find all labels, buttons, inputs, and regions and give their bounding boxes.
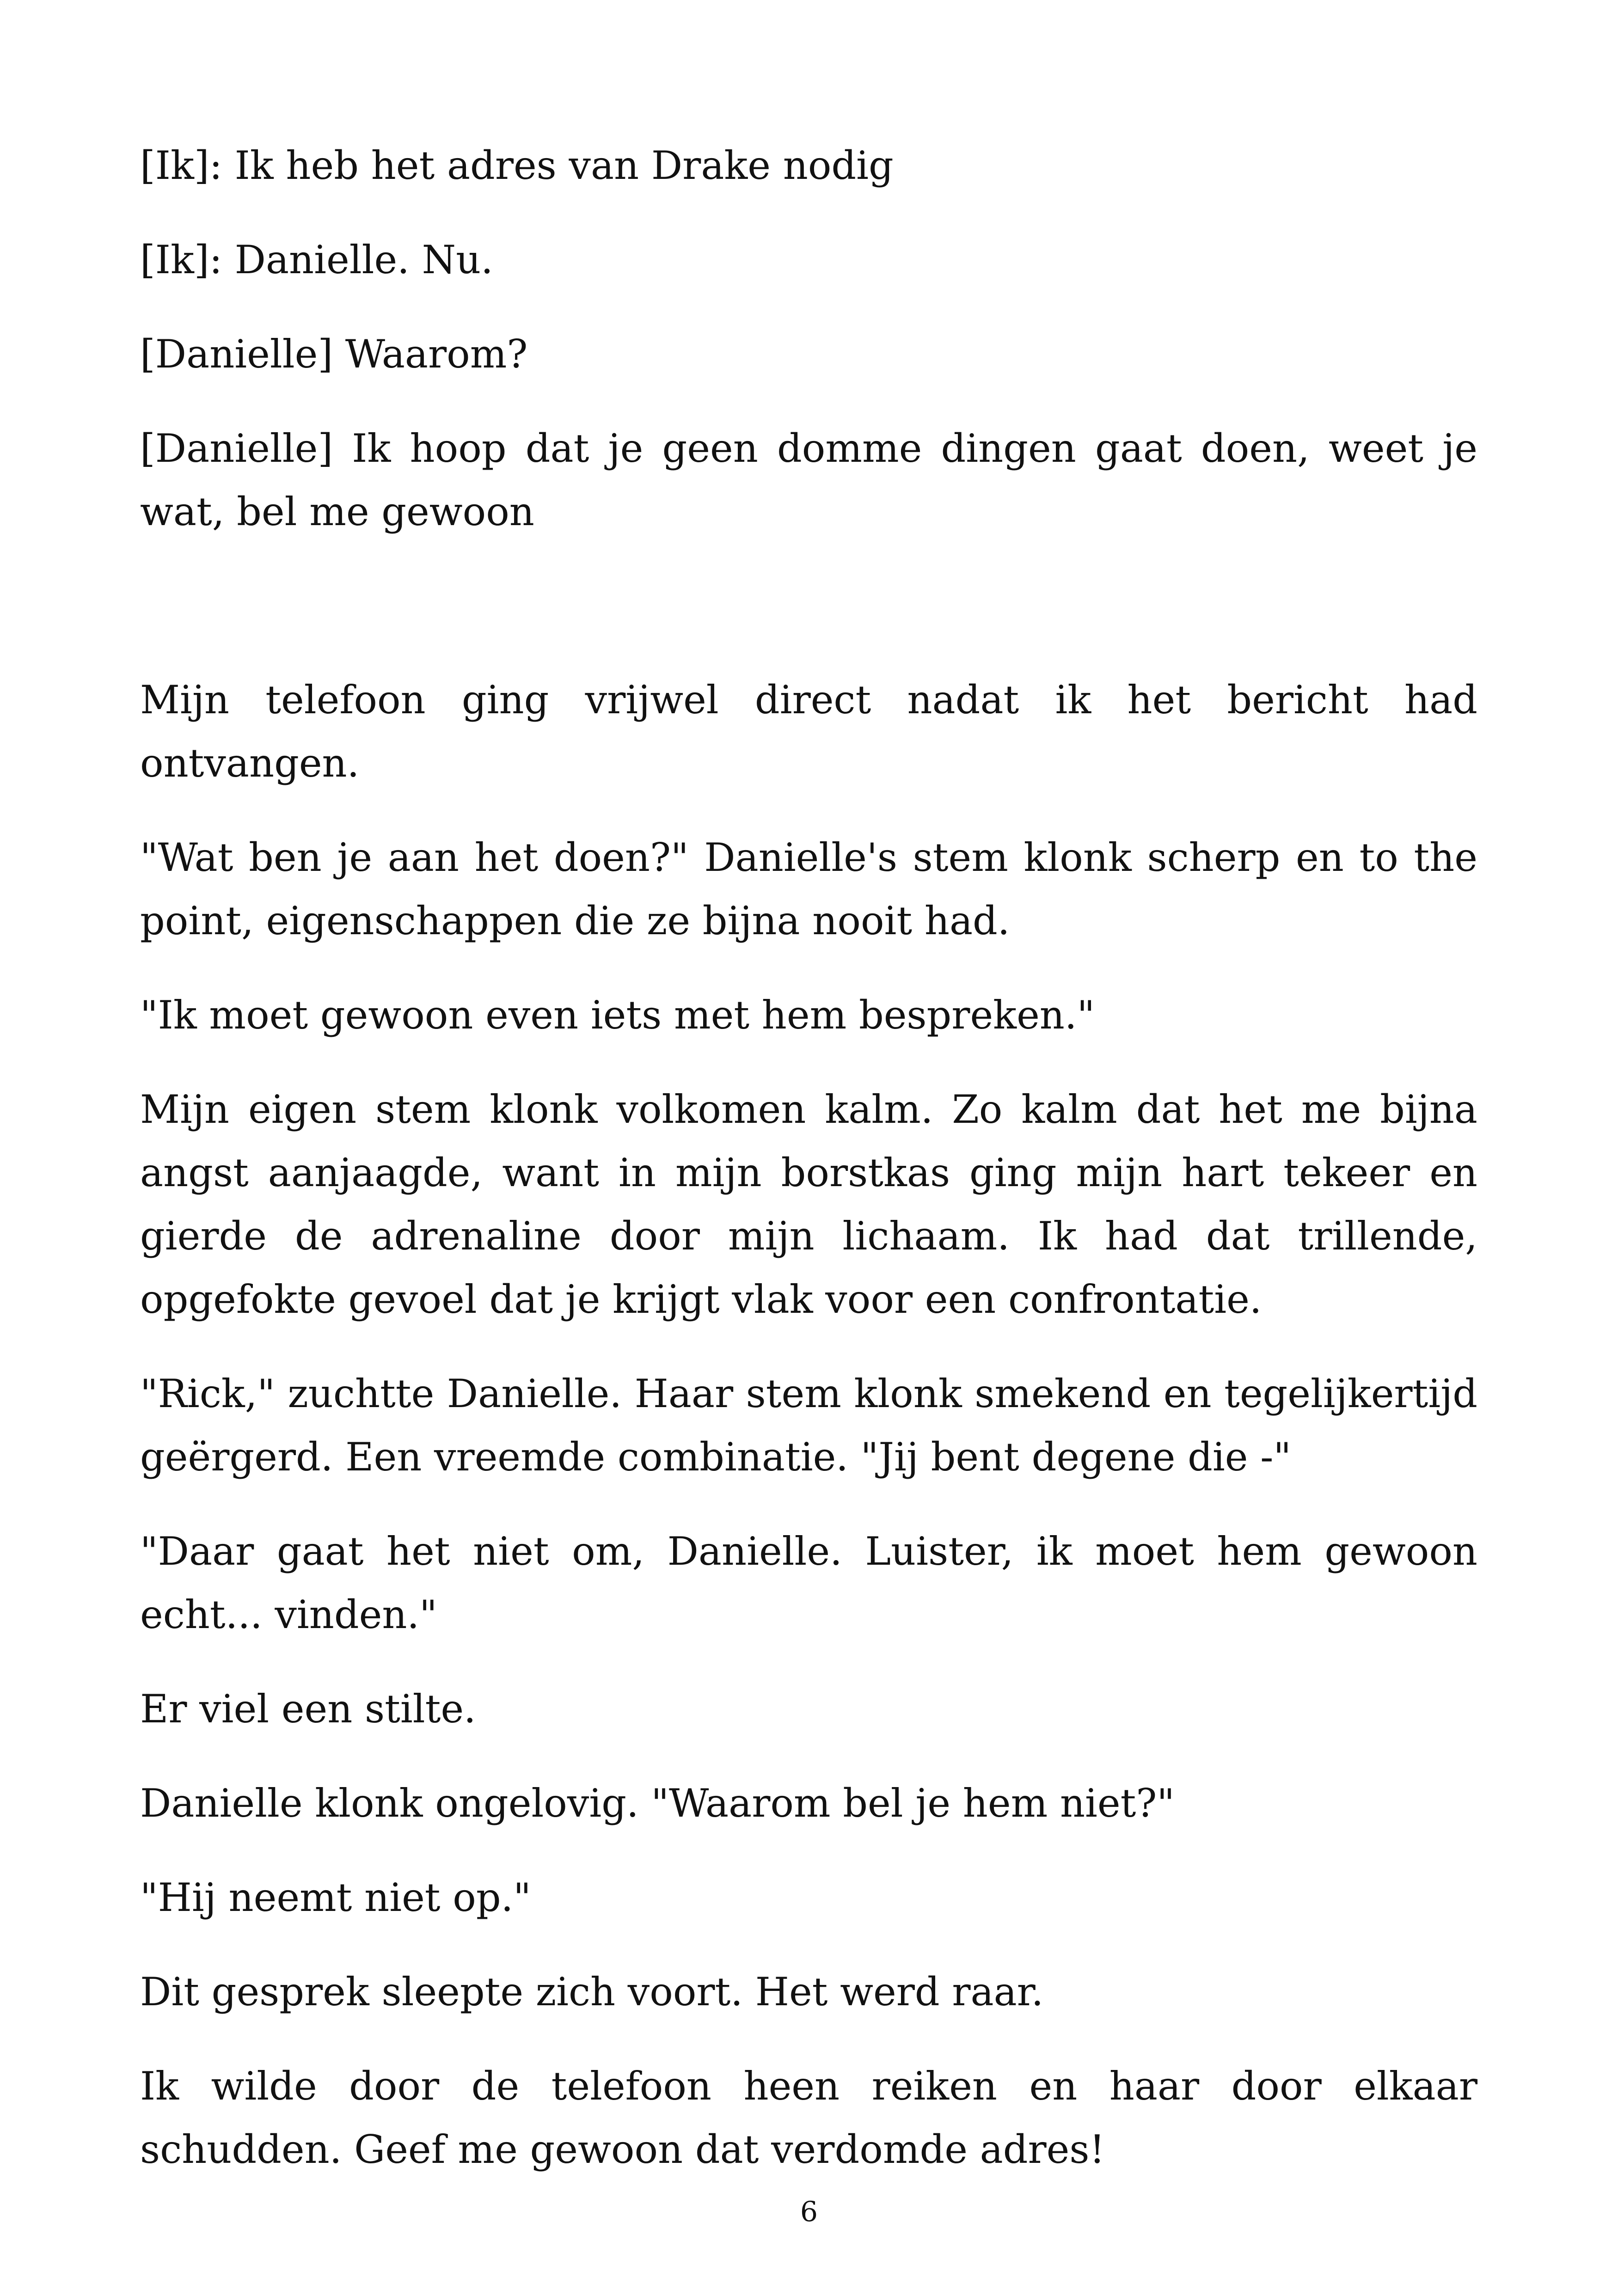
paragraph: Mijn telefoon ging vrijwel direct nadat ik het bericht had ontvangen. — [140, 677, 1477, 786]
page-number: 6 — [800, 2196, 818, 2228]
paragraph: Danielle klonk ongelovig. "Waarom bel je hem niet?" — [140, 1781, 1175, 1826]
paragraph: [Danielle] Waarom? — [140, 331, 528, 377]
paragraph: Ik wilde door de telefoon heen reiken en haar door elkaar schudden. Geef me gewoon dat verdomde adres! — [140, 2063, 1477, 2172]
paragraph: Er viel een stilte. — [140, 1686, 476, 1732]
paragraph: "Wat ben je aan het doen?" Danielle's stem klonk scherp en to the point, eigenschappen die ze bijna nooit had. — [140, 835, 1477, 943]
paragraph: [Danielle] Ik hoop dat je geen domme dingen gaat doen, weet je wat, bel me gewoon — [140, 426, 1477, 534]
paragraph: [Ik]: Danielle. Nu. — [140, 237, 493, 282]
body-text — [140, 134, 1477, 2212]
paragraph: [Ik]: Ik heb het adres van Drake nodig — [140, 143, 894, 188]
paragraph: "Daar gaat het niet om, Danielle. Luister, ik moet hem gewoon echt... vinden." — [140, 1529, 1477, 1637]
paragraph: "Hij neemt niet op." — [140, 1875, 531, 1920]
paragraph: Mijn eigen stem klonk volkomen kalm. Zo kalm dat het me bijna angst aanjaagde, want in mijn borstkas ging mijn hart tekeer en gierde de adrenaline door mijn lichaam. Ik had dat trillende, opgefokte gevoel dat je krijgt vlak voor een confrontatie. — [140, 1087, 1477, 1322]
paragraph: Dit gesprek sleepte zich voort. Het werd raar. — [140, 1969, 1044, 2014]
paragraph: "Ik moet gewoon even iets met hem bespreken." — [140, 992, 1095, 1038]
paragraph: "Rick," zuchtte Danielle. Haar stem klonk smekend en tegelijkertijd geërgerd. Een vreemde combinatie. "Jij bent degene die -" — [140, 1371, 1477, 1480]
